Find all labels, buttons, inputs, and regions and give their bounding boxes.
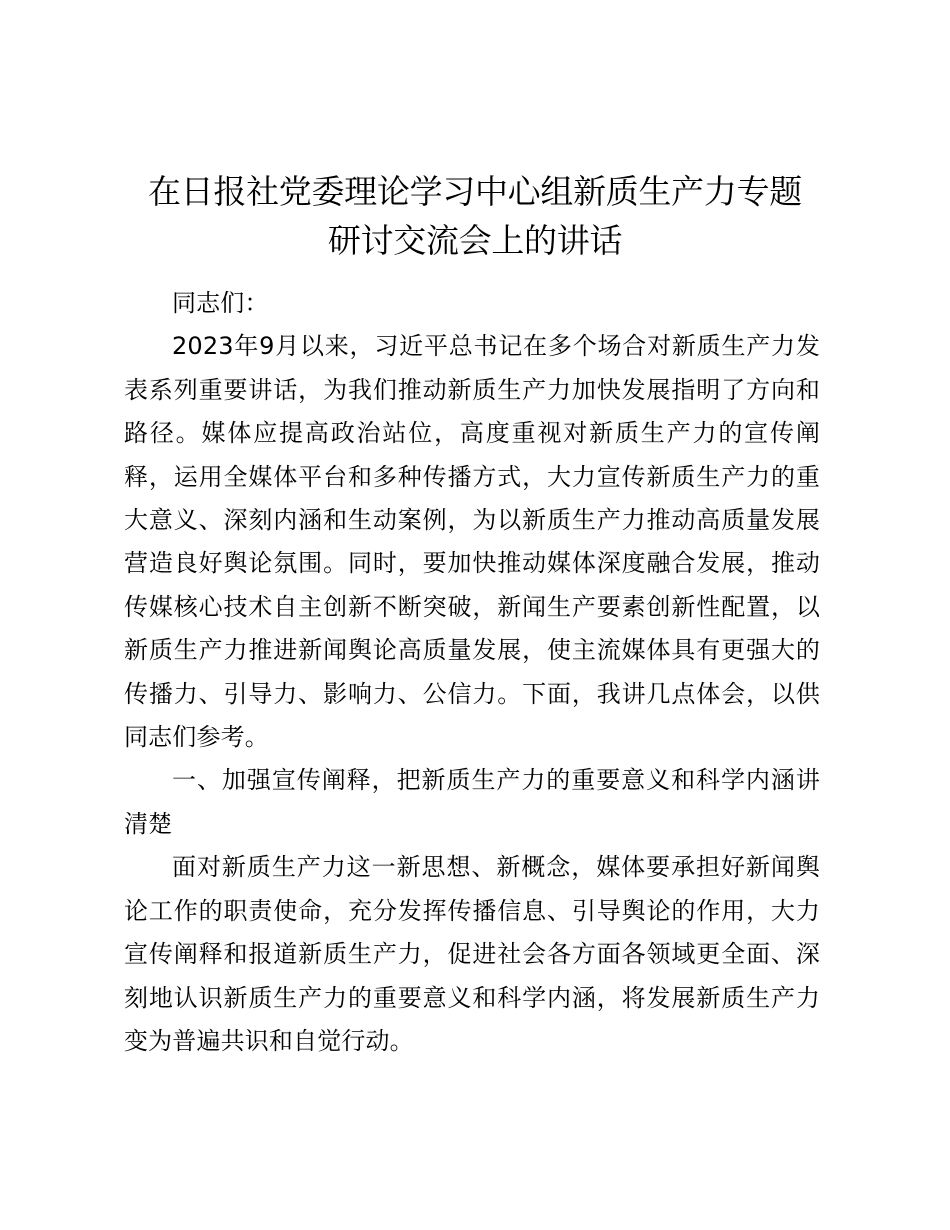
document-title <box>120 167 830 265</box>
paragraph-section-1: 面对新质生产力这一新思想、新概念，媒体要承担好新闻舆论工作的职责使命，充分发挥传播信息、引导舆论的作用，大力宣传阐释和报道新质生产力，促进社会各方面各领域更全面、深刻地认识新质生产力的重要意义和科学内涵，将发展新质生产力变为普遍共识和自觉行动。 <box>124 853 820 1055</box>
paragraph-intro: 2023年9月以来，习近平总书记在多个场合对新质生产力发表系列重要讲话，为我们推动新质生产力加快发展指明了方向和路径。媒体应提高政治站位，高度重视对新质生产力的宣传阐释，运用全媒体平台和多种传播方式，大力宣传新质生产力的重大意义、深刻内涵和生动案例，为以新质生产力推动高质量发展营造良好舆论氛围。同时，要加快推动媒体深度融合发展，推动传媒核心技术自主创新不断突破，新闻生产要素创新性配置，以新质生产力推进新闻舆论高质量发展，使主流媒体具有更强大的传播力、引导力、影响力、公信力。下面，我讲几点体会，以供同志们参考。 <box>124 332 820 752</box>
greeting: 同志们： <box>172 289 269 317</box>
title-line-1: 在日报社党委理论学习中心组新质生产力专题 <box>147 172 802 211</box>
section-heading-1: 一、加强宣传阐释，把新质生产力的重要意义和科学内涵讲清楚 <box>124 766 820 838</box>
document-body <box>124 282 820 1063</box>
title-line-2: 研讨交流会上的讲话 <box>327 221 623 260</box>
